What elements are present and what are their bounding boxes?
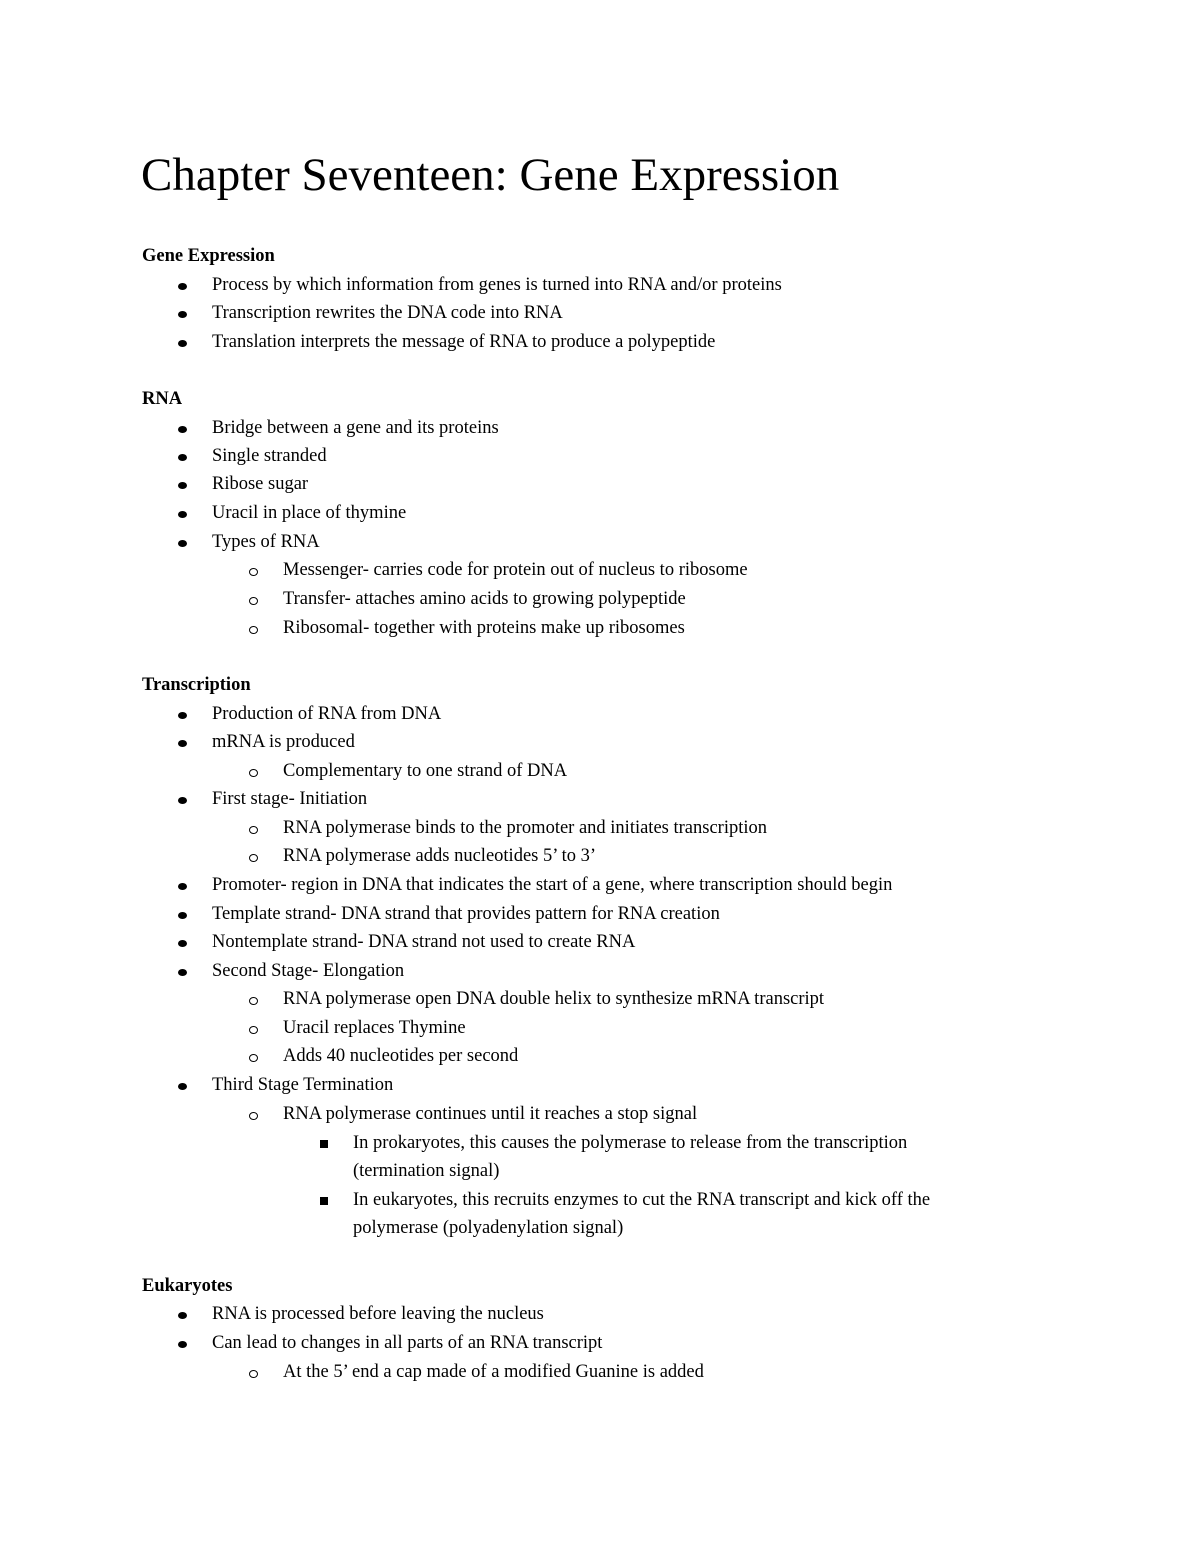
sub-list-item: RNA polymerase adds nucleotides 5’ to 3’ — [283, 843, 596, 869]
bullet-disc-icon — [178, 471, 198, 497]
list-item: Uracil in place of thymine — [212, 500, 406, 526]
list-item: RNA is processed before leaving the nucleus — [212, 1301, 544, 1327]
bullet-circle-icon — [249, 1015, 269, 1041]
section-heading-gene-expression: Gene Expression — [142, 246, 275, 266]
bullet-circle-icon — [249, 986, 269, 1012]
list-item: mRNA is produced — [212, 729, 355, 755]
list-item: Single stranded — [212, 443, 327, 469]
list-item: Can lead to changes in all parts of an RNA transcript — [212, 1330, 602, 1356]
bullet-disc-icon — [178, 786, 198, 812]
bullet-circle-icon — [249, 615, 269, 641]
bullet-circle-icon — [249, 758, 269, 784]
sub-sub-list-item-continuation: polymerase (polyadenylation signal) — [353, 1218, 624, 1238]
sub-list-item: At the 5’ end a cap made of a modified Guanine is added — [283, 1359, 704, 1385]
sub-list-item: Messenger- carries code for protein out of nucleus to ribosome — [283, 557, 748, 583]
sub-sub-list-item-continuation: (termination signal) — [353, 1161, 500, 1181]
sub-list-item: Adds 40 nucleotides per second — [283, 1043, 518, 1069]
list-item: First stage- Initiation — [212, 786, 367, 812]
sub-sub-list-item: In prokaryotes, this causes the polymerase to release from the transcription — [353, 1130, 907, 1156]
bullet-disc-icon — [178, 701, 198, 727]
list-item: Ribose sugar — [212, 471, 308, 497]
bullet-square-icon — [320, 1130, 340, 1156]
list-item: Transcription rewrites the DNA code into RNA — [212, 300, 563, 326]
bullet-disc-icon — [178, 272, 198, 298]
bullet-disc-icon — [178, 300, 198, 326]
list-item: Bridge between a gene and its proteins — [212, 415, 499, 441]
sub-list-item: RNA polymerase open DNA double helix to synthesize mRNA transcript — [283, 986, 824, 1012]
list-item: Third Stage Termination — [212, 1072, 393, 1098]
bullet-circle-icon — [249, 815, 269, 841]
bullet-circle-icon — [249, 557, 269, 583]
bullet-disc-icon — [178, 929, 198, 955]
bullet-circle-icon — [249, 1359, 269, 1385]
bullet-circle-icon — [249, 843, 269, 869]
list-item: Nontemplate strand- DNA strand not used to create RNA — [212, 929, 635, 955]
bullet-disc-icon — [178, 1330, 198, 1356]
sub-list-item: RNA polymerase binds to the promoter and initiates transcription — [283, 815, 767, 841]
bullet-disc-icon — [178, 443, 198, 469]
section-heading-transcription: Transcription — [142, 675, 251, 695]
sub-list-item: RNA polymerase continues until it reaches a stop signal — [283, 1101, 697, 1127]
bullet-disc-icon — [178, 958, 198, 984]
page-title: Chapter Seventeen: Gene Expression — [141, 149, 840, 201]
sub-list-item: Transfer- attaches amino acids to growing polypeptide — [283, 586, 686, 612]
bullet-disc-icon — [178, 329, 198, 355]
sub-list-item: Complementary to one strand of DNA — [283, 758, 567, 784]
bullet-disc-icon — [178, 415, 198, 441]
bullet-disc-icon — [178, 729, 198, 755]
bullet-circle-icon — [249, 1101, 269, 1127]
list-item: Second Stage- Elongation — [212, 958, 404, 984]
list-item: Template strand- DNA strand that provides pattern for RNA creation — [212, 901, 720, 927]
sub-list-item: Ribosomal- together with proteins make up ribosomes — [283, 615, 685, 641]
list-item: Production of RNA from DNA — [212, 701, 441, 727]
bullet-circle-icon — [249, 1043, 269, 1069]
list-item: Process by which information from genes is turned into RNA and/or proteins — [212, 272, 782, 298]
list-item: Translation interprets the message of RNA to produce a polypeptide — [212, 329, 715, 355]
bullet-circle-icon — [249, 586, 269, 612]
section-heading-eukaryotes: Eukaryotes — [142, 1276, 233, 1296]
bullet-disc-icon — [178, 500, 198, 526]
sub-sub-list-item: In eukaryotes, this recruits enzymes to cut the RNA transcript and kick off the — [353, 1187, 930, 1213]
list-item: Promoter- region in DNA that indicates the start of a gene, where transcription should begin — [212, 872, 892, 898]
bullet-disc-icon — [178, 901, 198, 927]
list-item: Types of RNA — [212, 529, 320, 555]
section-heading-rna: RNA — [142, 389, 183, 409]
bullet-disc-icon — [178, 529, 198, 555]
bullet-disc-icon — [178, 1301, 198, 1327]
bullet-square-icon — [320, 1187, 340, 1213]
bullet-disc-icon — [178, 1072, 198, 1098]
sub-list-item: Uracil replaces Thymine — [283, 1015, 466, 1041]
bullet-disc-icon — [178, 872, 198, 898]
